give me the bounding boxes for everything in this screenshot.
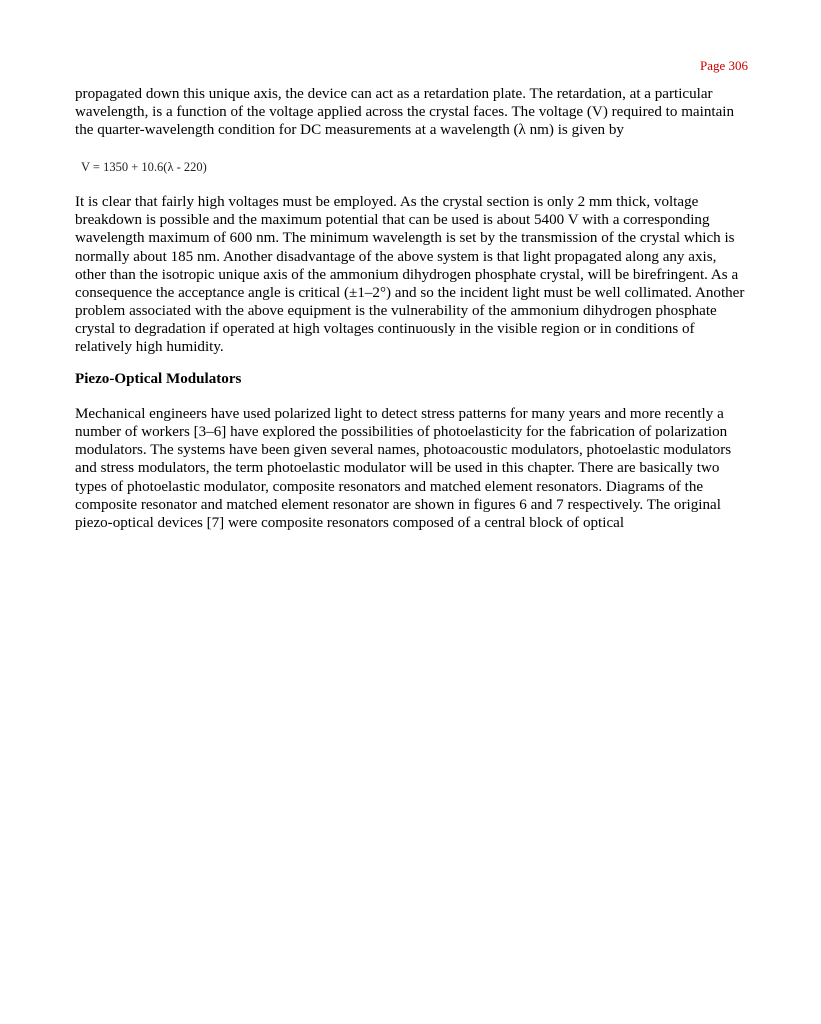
page-number: Page 306 (699, 58, 748, 73)
paragraph-photoelastic: Mechanical engineers have used polarized light to detect stress patterns for many years and more recently a number of workers [3–6] have explored the possibilities of photoelasticity for the fabrication of polarization modulators. The systems have been given several names, photoacoustic modulators, photoelastic modulators and stress modulators, the term photoelastic modulator will be used in this chapter. There are basically two types of photoelastic modulator, composite resonators and matched element resonators. Diagrams of the composite resonator and matched element resonator are shown in figures 6 and 7 respectively. The original piezo-optical devices [7] were composite resonators composed of a central block of optical (75, 406, 732, 531)
voltage-equation: V = 1350 + 10.6(λ - 220) (81, 160, 207, 175)
page-body (75, 85, 751, 532)
paragraph-high-voltage: It is clear that fairly high voltages must be employed. As the crystal section is only 2 mm thick, voltage breakdown is possible and the maximum potential that can be used is about 5400 V with a corresponding wavelength maximum of 600 nm. The minimum wavelength is set by the transmission of the crystal which is normally about 185 nm. Another disadvantage of the above system is that light propagated along any axis, other than the isotropic unique axis of the ammonium dihydrogen phosphate crystal, will be birefringent. As a consequence the acceptance angle is critical (±1–2°) and so the incident light must be well collimated. Another problem associated with the above equipment is the vulnerability of the ammonium dihydrogen phosphate crystal to degradation if operated at high voltages continuously in the visible region or in conditions of relatively high humidity. (75, 194, 745, 356)
paragraph-retardation: propagated down this unique axis, the device can act as a retardation plate. The retardation, at a particular wavelength, is a function of the voltage applied across the crystal faces. The voltage (V) required to maintain the quarter-wavelength condition for DC measurements at a wavelength (λ nm) is given by (75, 86, 735, 139)
section-heading: Piezo-Optical Modulators (75, 371, 242, 388)
